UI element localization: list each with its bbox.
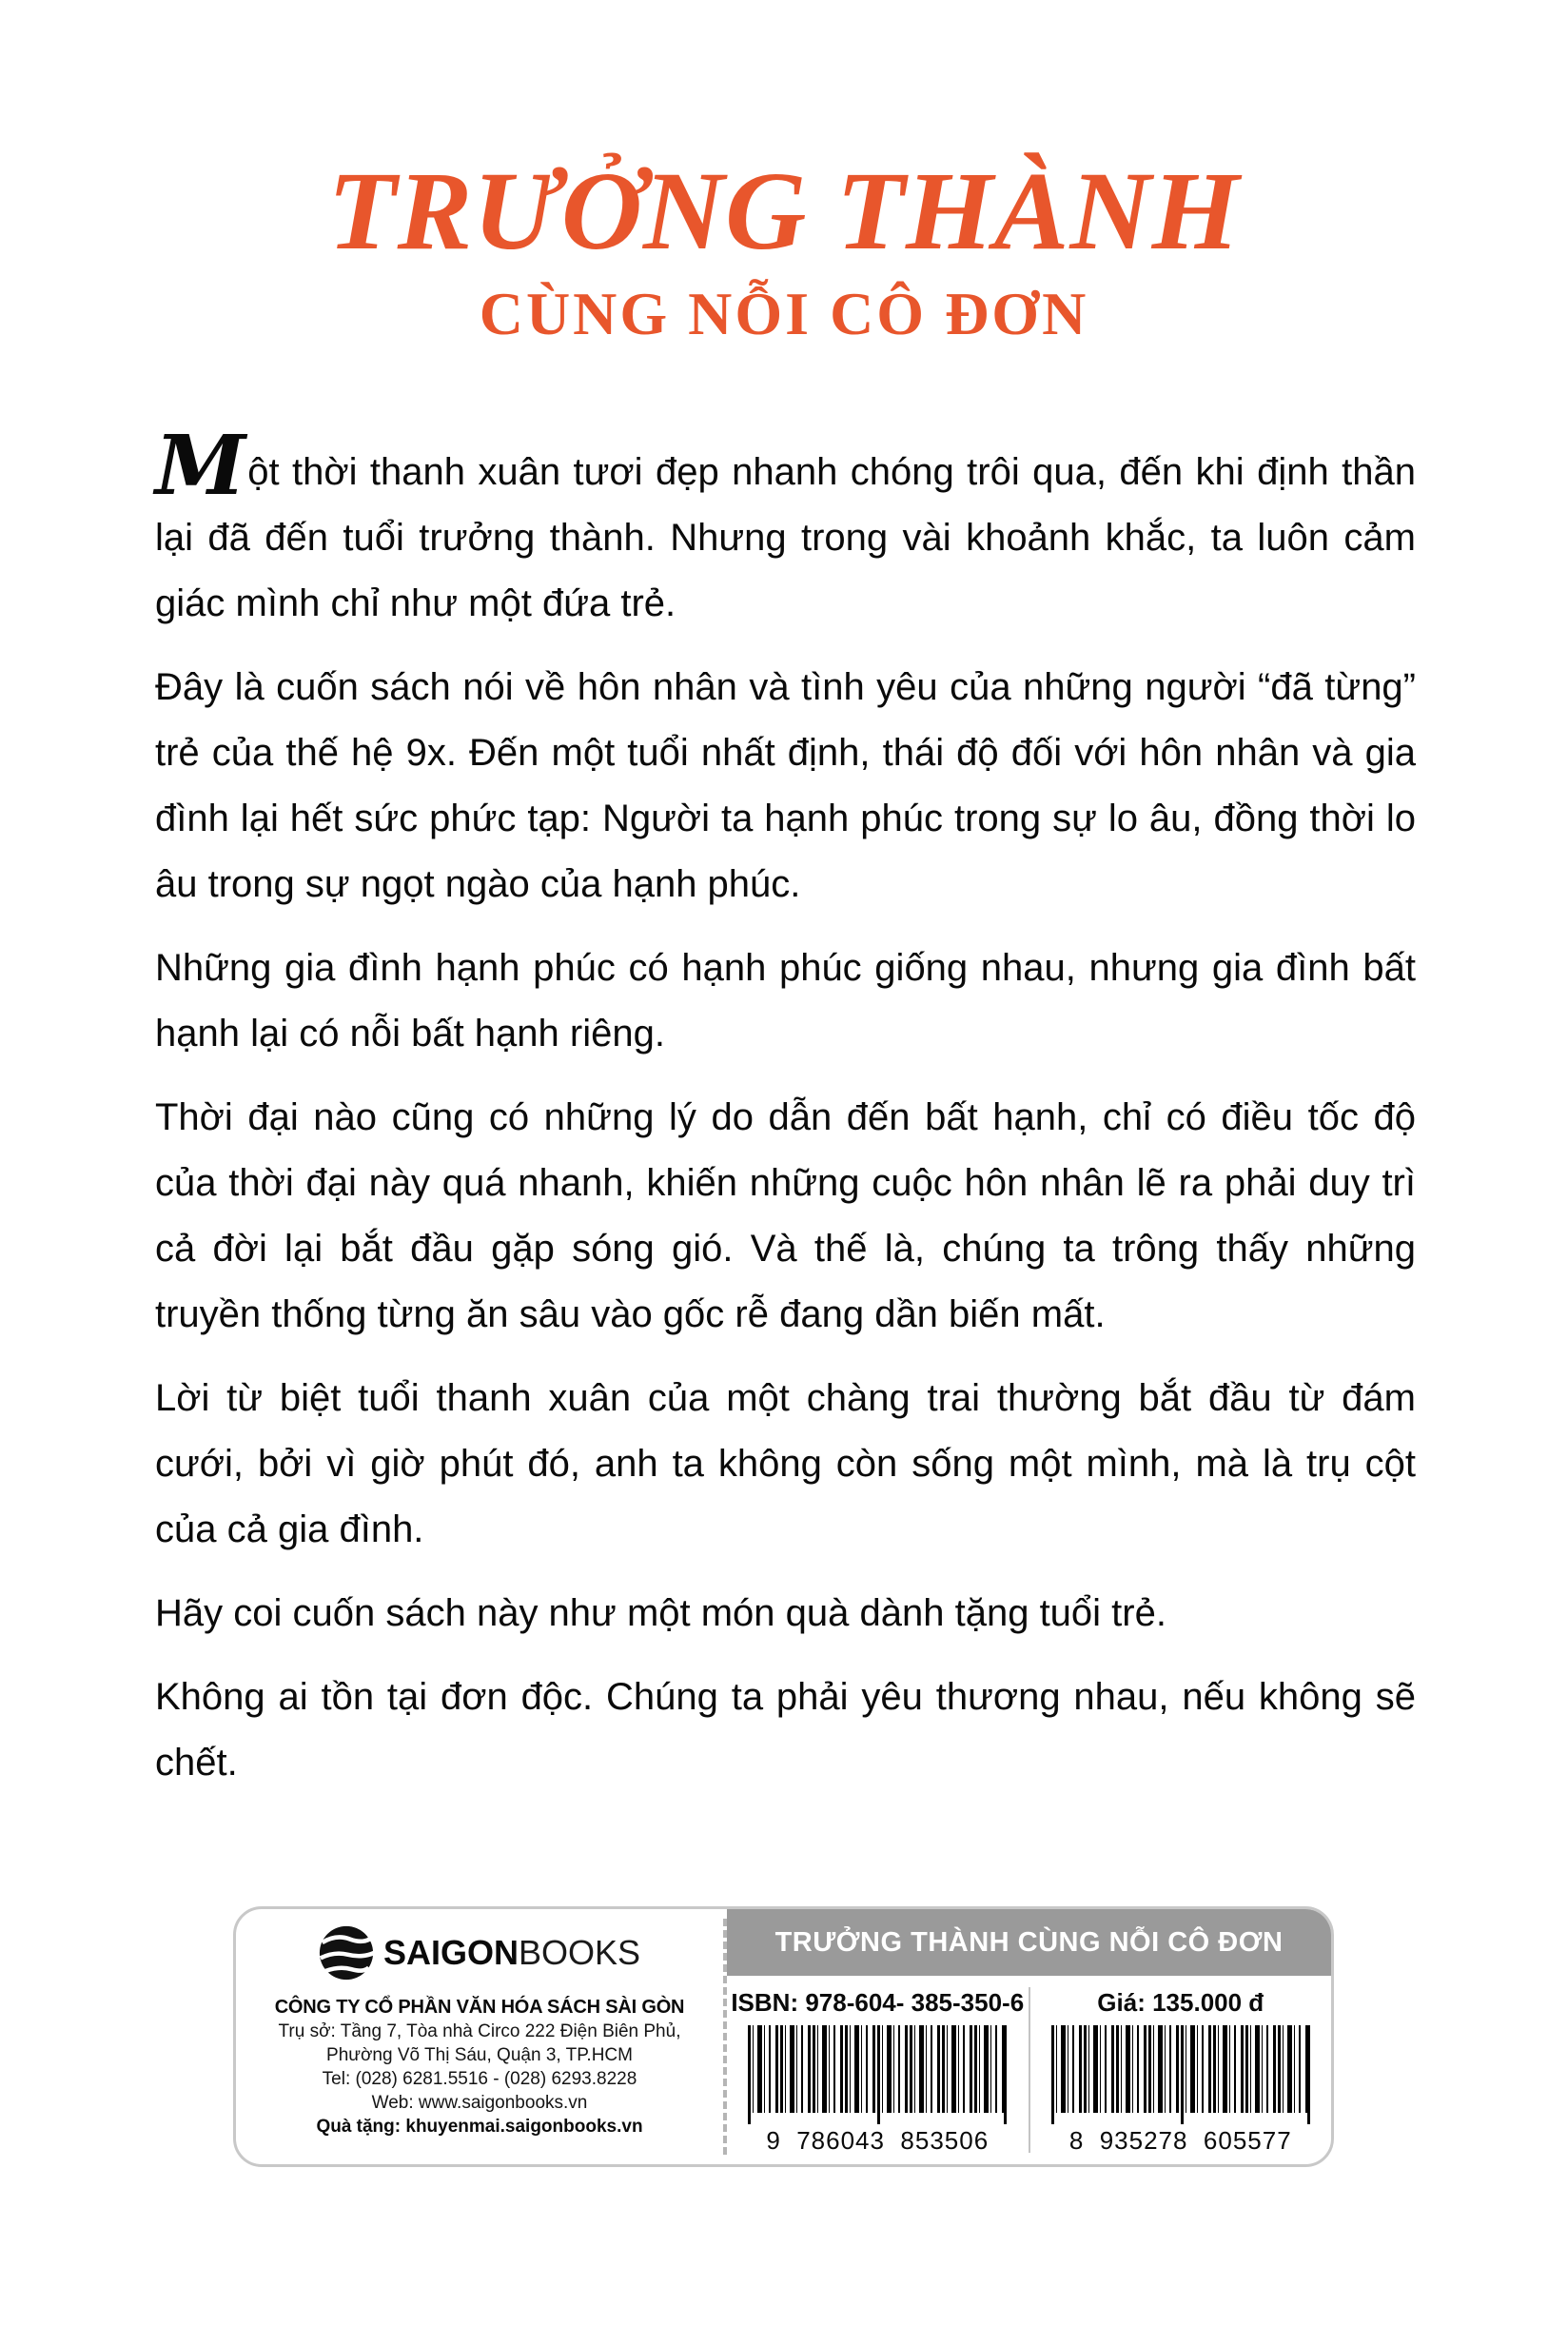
price-label: Giá: 135.000 đ bbox=[1097, 1988, 1264, 2017]
paragraph-6: Hãy coi cuốn sách này như một món quà dành tặng tuổi trẻ. bbox=[155, 1592, 1166, 1634]
saigonbooks-logo-text bbox=[383, 1933, 640, 1973]
isbn-label: ISBN: 978-604- 385-350-6 bbox=[731, 1988, 1025, 2017]
title-block bbox=[0, 148, 1568, 347]
band-book-title: TRƯỞNG THÀNH CÙNG NỖI CÔ ĐƠN bbox=[727, 1909, 1331, 1976]
barcode-guard-right bbox=[1307, 2025, 1310, 2124]
saigonbooks-logo-icon bbox=[319, 1925, 374, 1981]
barcode-guard-right bbox=[1004, 2025, 1007, 2124]
isbn-digits: 9 786043 853506 bbox=[766, 2126, 990, 2155]
book-subtitle: CÙNG NỖI CÔ ĐƠN bbox=[479, 279, 1089, 347]
price-digits: 8 935278 605577 bbox=[1068, 2126, 1292, 2155]
barcode-guard-left bbox=[1051, 2025, 1054, 2124]
price-barcode bbox=[1051, 2025, 1310, 2113]
barcode-guard-left bbox=[748, 2025, 751, 2124]
paragraph-1 bbox=[155, 418, 1416, 637]
paragraph-3: Những gia đình hạnh phúc có hạnh phúc giống nhau, nhưng gia đình bất hạnh lại có nỗi bất hạnh riêng. bbox=[155, 947, 1416, 1055]
book-description bbox=[155, 418, 1416, 1814]
company-address-line1: Trụ sở: Tầng 7, Tòa nhà Circo 222 Điện Biên Phủ, bbox=[278, 2021, 681, 2041]
book-title: TRƯỞNG THÀNH bbox=[327, 148, 1241, 273]
barcode-guard-center bbox=[877, 2025, 880, 2124]
company-address-line2: Phường Võ Thị Sáu, Quận 3, TP.HCM bbox=[326, 2045, 633, 2065]
company-web: Web: www.saigonbooks.vn bbox=[371, 2093, 588, 2113]
paragraph-1-text: ột thời thanh xuân tươi đẹp nhanh chóng trôi qua, đến khi định thần lại đã đến tuổi trưởng thành. Nhưng trong vài khoảnh khắc, ta luôn cảm giác mình chỉ như một đứa trẻ. bbox=[155, 451, 1416, 624]
paragraph-7: Không ai tồn tại đơn độc. Chúng ta phải yêu thương nhau, nếu không sẽ chết. bbox=[155, 1676, 1416, 1784]
company-name: CÔNG TY CỔ PHẦN VĂN HÓA SÁCH SÀI GÒN bbox=[274, 1997, 685, 2018]
company-gift-url: Quà tặng: khuyenmai.saigonbooks.vn bbox=[316, 2117, 643, 2137]
saigonbooks-logo bbox=[245, 1922, 714, 1983]
publisher-barcode-box bbox=[233, 1906, 1334, 2167]
barcode-guard-center bbox=[1181, 2025, 1184, 2124]
dropcap-letter: M bbox=[155, 418, 246, 514]
paragraph-5: Lời từ biệt tuổi thanh xuân của một chàng trai thường bắt đầu từ đám cưới, bởi vì giờ phút đó, anh ta không còn sống một mình, mà là trụ cột của cả gia đình. bbox=[155, 1377, 1416, 1550]
logo-text-books: BOOKS bbox=[518, 1933, 641, 1972]
isbn-barcode bbox=[748, 2025, 1007, 2113]
barcode-panel bbox=[727, 1909, 1331, 2164]
paragraph-2: Đây là cuốn sách nói về hôn nhân và tình yêu của những người “đã từng” trẻ của thế hệ 9x. Đến một tuổi nhất định, thái độ đối với hôn nhân và gia đình lại hết sức phức tạp: Người ta hạnh phúc trong sự lo âu, đồng thời lo âu trong sự ngọt ngào của hạnh phúc. bbox=[155, 666, 1416, 905]
company-tel: Tel: (028) 6281.5516 - (028) 6293.8228 bbox=[322, 2069, 637, 2089]
logo-text-saigon: SAIGON bbox=[382, 1933, 519, 1972]
barcodes-row bbox=[727, 1976, 1331, 2164]
publisher-info bbox=[236, 1909, 723, 2164]
price-section bbox=[1030, 1976, 1332, 2164]
paragraph-4: Thời đại nào cũng có những lý do dẫn đến bất hạnh, chỉ có điều tốc độ của thời đại này quá nhanh, khiến những cuộc hôn nhân lẽ ra phải duy trì cả đời lại bắt đầu gặp sóng gió. Và thế là, chúng ta trông thấy những truyền thống từng ăn sâu vào gốc rễ đang dần biến mất. bbox=[155, 1096, 1416, 1335]
isbn-section bbox=[727, 1976, 1029, 2164]
